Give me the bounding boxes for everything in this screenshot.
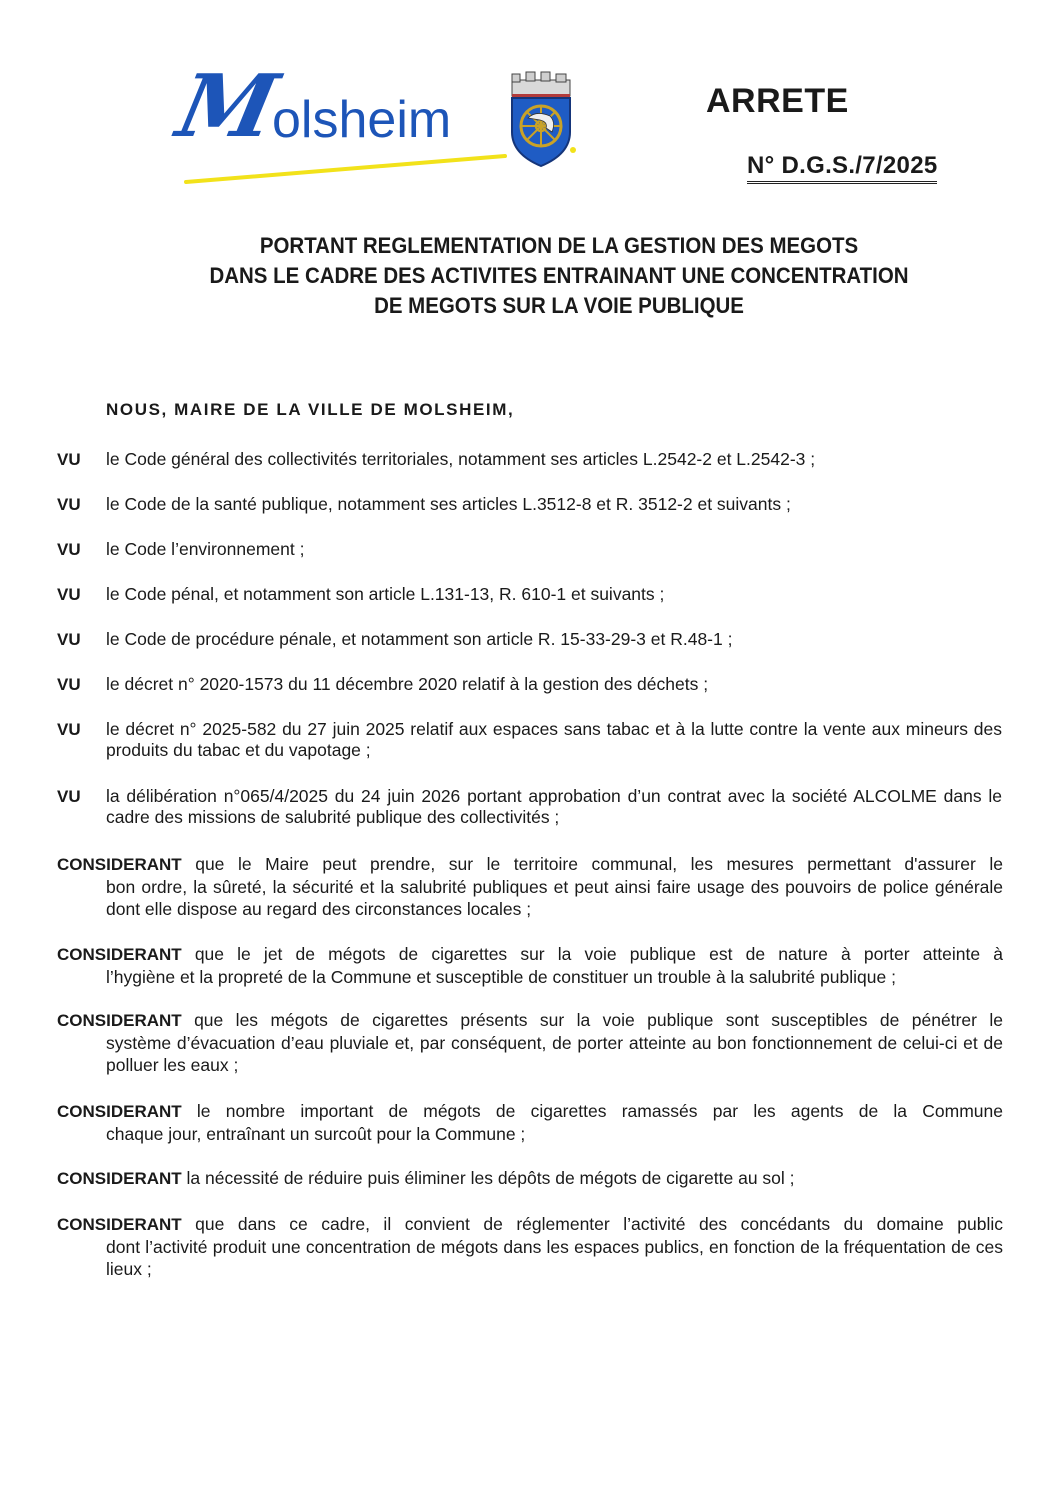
considerant-text: le nombre important de mégots de cigarettes ramassés par les agents de la Commune: [196, 1101, 1003, 1121]
vu-text: la délibération n°065/4/2025 du 24 juin 2026 portant approbation d’un contrat avec la société ALCOLME dans le cadre des missions de salubrité publique des collectivités ;: [106, 786, 1002, 827]
vu-text: le décret n° 2020-1573 du 11 décembre 2020 relatif à la gestion des déchets ;: [106, 674, 709, 694]
considerant-text-cont: chaque jour, entraînant un surcoût pour la Commune ;: [106, 1124, 526, 1144]
molsheim-logo: [169, 56, 580, 192]
logo-text: olsheim: [272, 91, 452, 149]
vu-text: le décret n° 2025-582 du 27 juin 2025 relatif aux espaces sans tabac et à la lutte contre la vente aux mineurs des produits du tabac et du vapotage ;: [106, 719, 1002, 760]
heading-line: DANS LE CADRE DES ACTIVITES ENTRAINANT UNE CONCENTRATION: [209, 263, 909, 288]
vu-text: le Code de procédure pénale, et notamment son article R. 15-33-29-3 et R.48-1 ;: [106, 629, 733, 649]
vu-label: VU: [57, 495, 81, 514]
considerant-item: [57, 1009, 1003, 1076]
considerant-label: CONSIDERANT: [57, 1215, 182, 1234]
considerant-text: la nécessité de réduire puis éliminer les dépôts de mégots de cigarette au sol ;: [186, 1168, 795, 1188]
considerant-text: que le Maire peut prendre, sur le territoire communal, les mesures permettant d'assurer le: [195, 854, 1003, 874]
considerant-text: que le jet de mégots de cigarettes sur la voie publique est de nature à porter atteinte à: [194, 944, 1003, 964]
logo-initial: M: [169, 56, 282, 157]
vu-label: VU: [57, 675, 81, 694]
considerant-label: CONSIDERANT: [57, 945, 182, 964]
vu-label: VU: [57, 540, 81, 559]
vu-label: VU: [57, 720, 81, 739]
considerant-label: CONSIDERANT: [57, 1102, 182, 1121]
vu-text: le Code de la santé publique, notamment ses articles L.3512-8 et R. 3512-2 et suivants ;: [106, 494, 791, 514]
considerant-text-cont: système d’évacuation d’eau pluviale et, par conséquent, de porter atteinte au bon fonctionnement de celui-ci et de polluer les eaux ;: [106, 1033, 1003, 1075]
considerant-item: [57, 1100, 1003, 1145]
heading-line: PORTANT REGLEMENTATION DE LA GESTION DES MEGOTS: [259, 233, 859, 258]
vu-text: le Code pénal, et notamment son article L.131-13, R. 610-1 et suivants ;: [106, 584, 665, 604]
coat-of-arms-icon: [506, 70, 576, 170]
considerant-text-cont: l’hygiène et la propreté de la Commune et susceptible de constituer un trouble à la salubrité publique ;: [106, 967, 896, 987]
vu-label: VU: [57, 450, 81, 469]
considerant-text: que dans ce cadre, il convient de réglementer l’activité des concédants du domaine public: [195, 1214, 1003, 1234]
document-number: N° D.G.S./7/2025: [747, 152, 937, 184]
yellow-swoosh-icon: [180, 142, 520, 192]
considerant-item: [57, 1213, 1003, 1280]
considerant-label: CONSIDERANT: [57, 1169, 182, 1188]
vu-text: le Code général des collectivités territoriales, notamment ses articles L.2542-2 et L.2542-3 ;: [106, 449, 816, 469]
considerant-label: CONSIDERANT: [57, 855, 182, 874]
preamble: NOUS, MAIRE DE LA VILLE DE MOLSHEIM,: [106, 400, 515, 419]
document-type: ARRETE: [706, 82, 849, 120]
considerant-item: [57, 1167, 1003, 1190]
considerant-text: que les mégots de cigarettes présents sur la voie publique sont susceptibles de pénétrer le: [194, 1010, 1003, 1030]
vu-text: le Code l’environnement ;: [106, 539, 305, 559]
considerant-item: [57, 943, 1003, 988]
vu-label: VU: [57, 585, 81, 604]
considerant-item: [57, 853, 1003, 920]
heading-line: DE MEGOTS SUR LA VOIE PUBLIQUE: [374, 293, 744, 318]
document-heading: [132, 231, 986, 321]
vu-label: VU: [57, 787, 81, 806]
vu-label: VU: [57, 630, 81, 649]
considerant-text-cont: dont l’activité produit une concentration de mégots dans les espaces publics, en fonction de la fréquentation de ces lieux ;: [106, 1237, 1003, 1279]
considerant-label: CONSIDERANT: [57, 1011, 182, 1030]
considerant-text-cont: bon ordre, la sûreté, la sécurité et la salubrité publiques et peut ainsi faire usage des pouvoirs de police générale dont elle dispose au regard des circonstances locales ;: [106, 877, 1003, 919]
